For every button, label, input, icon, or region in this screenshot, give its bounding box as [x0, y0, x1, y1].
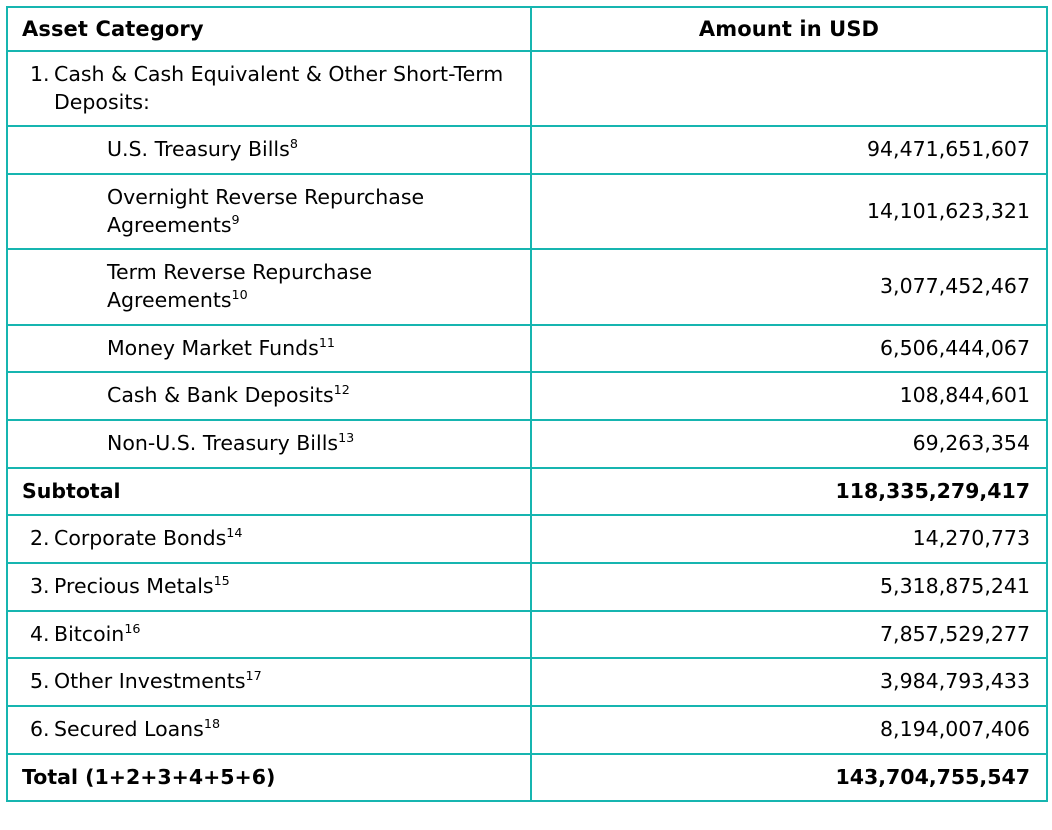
table-row	[7, 174, 1047, 249]
footnote-marker: 16	[124, 620, 141, 636]
row-amount	[531, 51, 1047, 126]
footnote-marker: 14	[226, 525, 243, 541]
row-label-cell	[7, 706, 531, 754]
row-amount: 14,270,773	[531, 515, 1047, 563]
table-row	[7, 706, 1047, 754]
row-label: Bitcoin	[54, 621, 125, 646]
table-row	[7, 420, 1047, 468]
row-label: Money Market Funds	[107, 335, 319, 360]
row-label: Cash & Cash Equivalent & Other Short-Term Deposits:	[54, 62, 504, 114]
row-label: Non-U.S. Treasury Bills	[107, 431, 339, 456]
row-label-cell	[7, 249, 531, 324]
row-amount: 118,335,279,417	[531, 468, 1047, 516]
column-header-amount: Amount in USD	[531, 7, 1047, 51]
row-amount: 143,704,755,547	[531, 754, 1047, 802]
table-row	[7, 126, 1047, 174]
row-label-cell	[7, 611, 531, 659]
row-label: Term Reverse Repurchase Agreements	[107, 260, 373, 313]
table-row-subtotal	[7, 468, 1047, 516]
row-label-cell	[7, 174, 531, 249]
row-label: Other Investments	[54, 669, 246, 694]
row-label-cell	[7, 372, 531, 420]
footnote-marker: 13	[338, 430, 355, 446]
row-amount: 69,263,354	[531, 420, 1047, 468]
table-row	[7, 515, 1047, 563]
table-row	[7, 563, 1047, 611]
row-label-cell	[7, 754, 531, 802]
row-number: 1.	[30, 62, 50, 86]
row-label: U.S. Treasury Bills	[107, 137, 290, 162]
row-label-cell	[7, 325, 531, 373]
table-body	[7, 51, 1047, 801]
table-header-row	[7, 7, 1047, 51]
row-amount: 94,471,651,607	[531, 126, 1047, 174]
footnote-marker: 10	[231, 287, 248, 303]
row-label-cell	[7, 658, 531, 706]
row-label: Corporate Bonds	[54, 526, 227, 551]
row-label: Cash & Bank Deposits	[107, 383, 334, 408]
row-label-cell	[7, 515, 531, 563]
footnote-marker: 11	[318, 334, 335, 350]
row-amount: 8,194,007,406	[531, 706, 1047, 754]
table-row	[7, 51, 1047, 126]
row-number: 5.	[30, 669, 50, 694]
row-label: Total (1+2+3+4+5+6)	[22, 764, 276, 789]
footnote-marker: 17	[245, 668, 262, 684]
row-amount: 3,984,793,433	[531, 658, 1047, 706]
row-label-cell	[7, 563, 531, 611]
table-row	[7, 658, 1047, 706]
row-number: 4.	[30, 621, 50, 646]
table-row	[7, 372, 1047, 420]
row-label: Subtotal	[22, 478, 121, 503]
footnote-marker: 8	[289, 136, 298, 152]
table-row-total	[7, 754, 1047, 802]
row-label: Precious Metals	[54, 574, 214, 599]
row-amount: 7,857,529,277	[531, 611, 1047, 659]
row-label-cell	[7, 420, 531, 468]
row-label-cell	[7, 51, 531, 126]
row-amount: 6,506,444,067	[531, 325, 1047, 373]
row-number: 2.	[30, 526, 50, 551]
footnote-marker: 15	[213, 573, 230, 589]
row-amount: 5,318,875,241	[531, 563, 1047, 611]
row-label: Overnight Reverse Repurchase Agreements	[107, 185, 425, 237]
row-label-cell	[7, 468, 531, 516]
row-label-cell	[7, 126, 531, 174]
asset-breakdown-table	[6, 6, 1048, 802]
table-header	[7, 7, 1047, 51]
row-label: Secured Loans	[54, 717, 204, 742]
column-header-asset-category: Asset Category	[7, 7, 531, 51]
table-row	[7, 611, 1047, 659]
table-row	[7, 325, 1047, 373]
footnote-marker: 9	[231, 211, 240, 227]
table-row	[7, 249, 1047, 324]
footnote-marker: 18	[203, 716, 221, 732]
row-number: 6.	[30, 717, 50, 742]
row-amount: 108,844,601	[531, 372, 1047, 420]
row-number: 3.	[30, 574, 50, 599]
row-amount: 3,077,452,467	[531, 249, 1047, 324]
footnote-marker: 12	[333, 382, 350, 398]
row-amount: 14,101,623,321	[531, 174, 1047, 249]
